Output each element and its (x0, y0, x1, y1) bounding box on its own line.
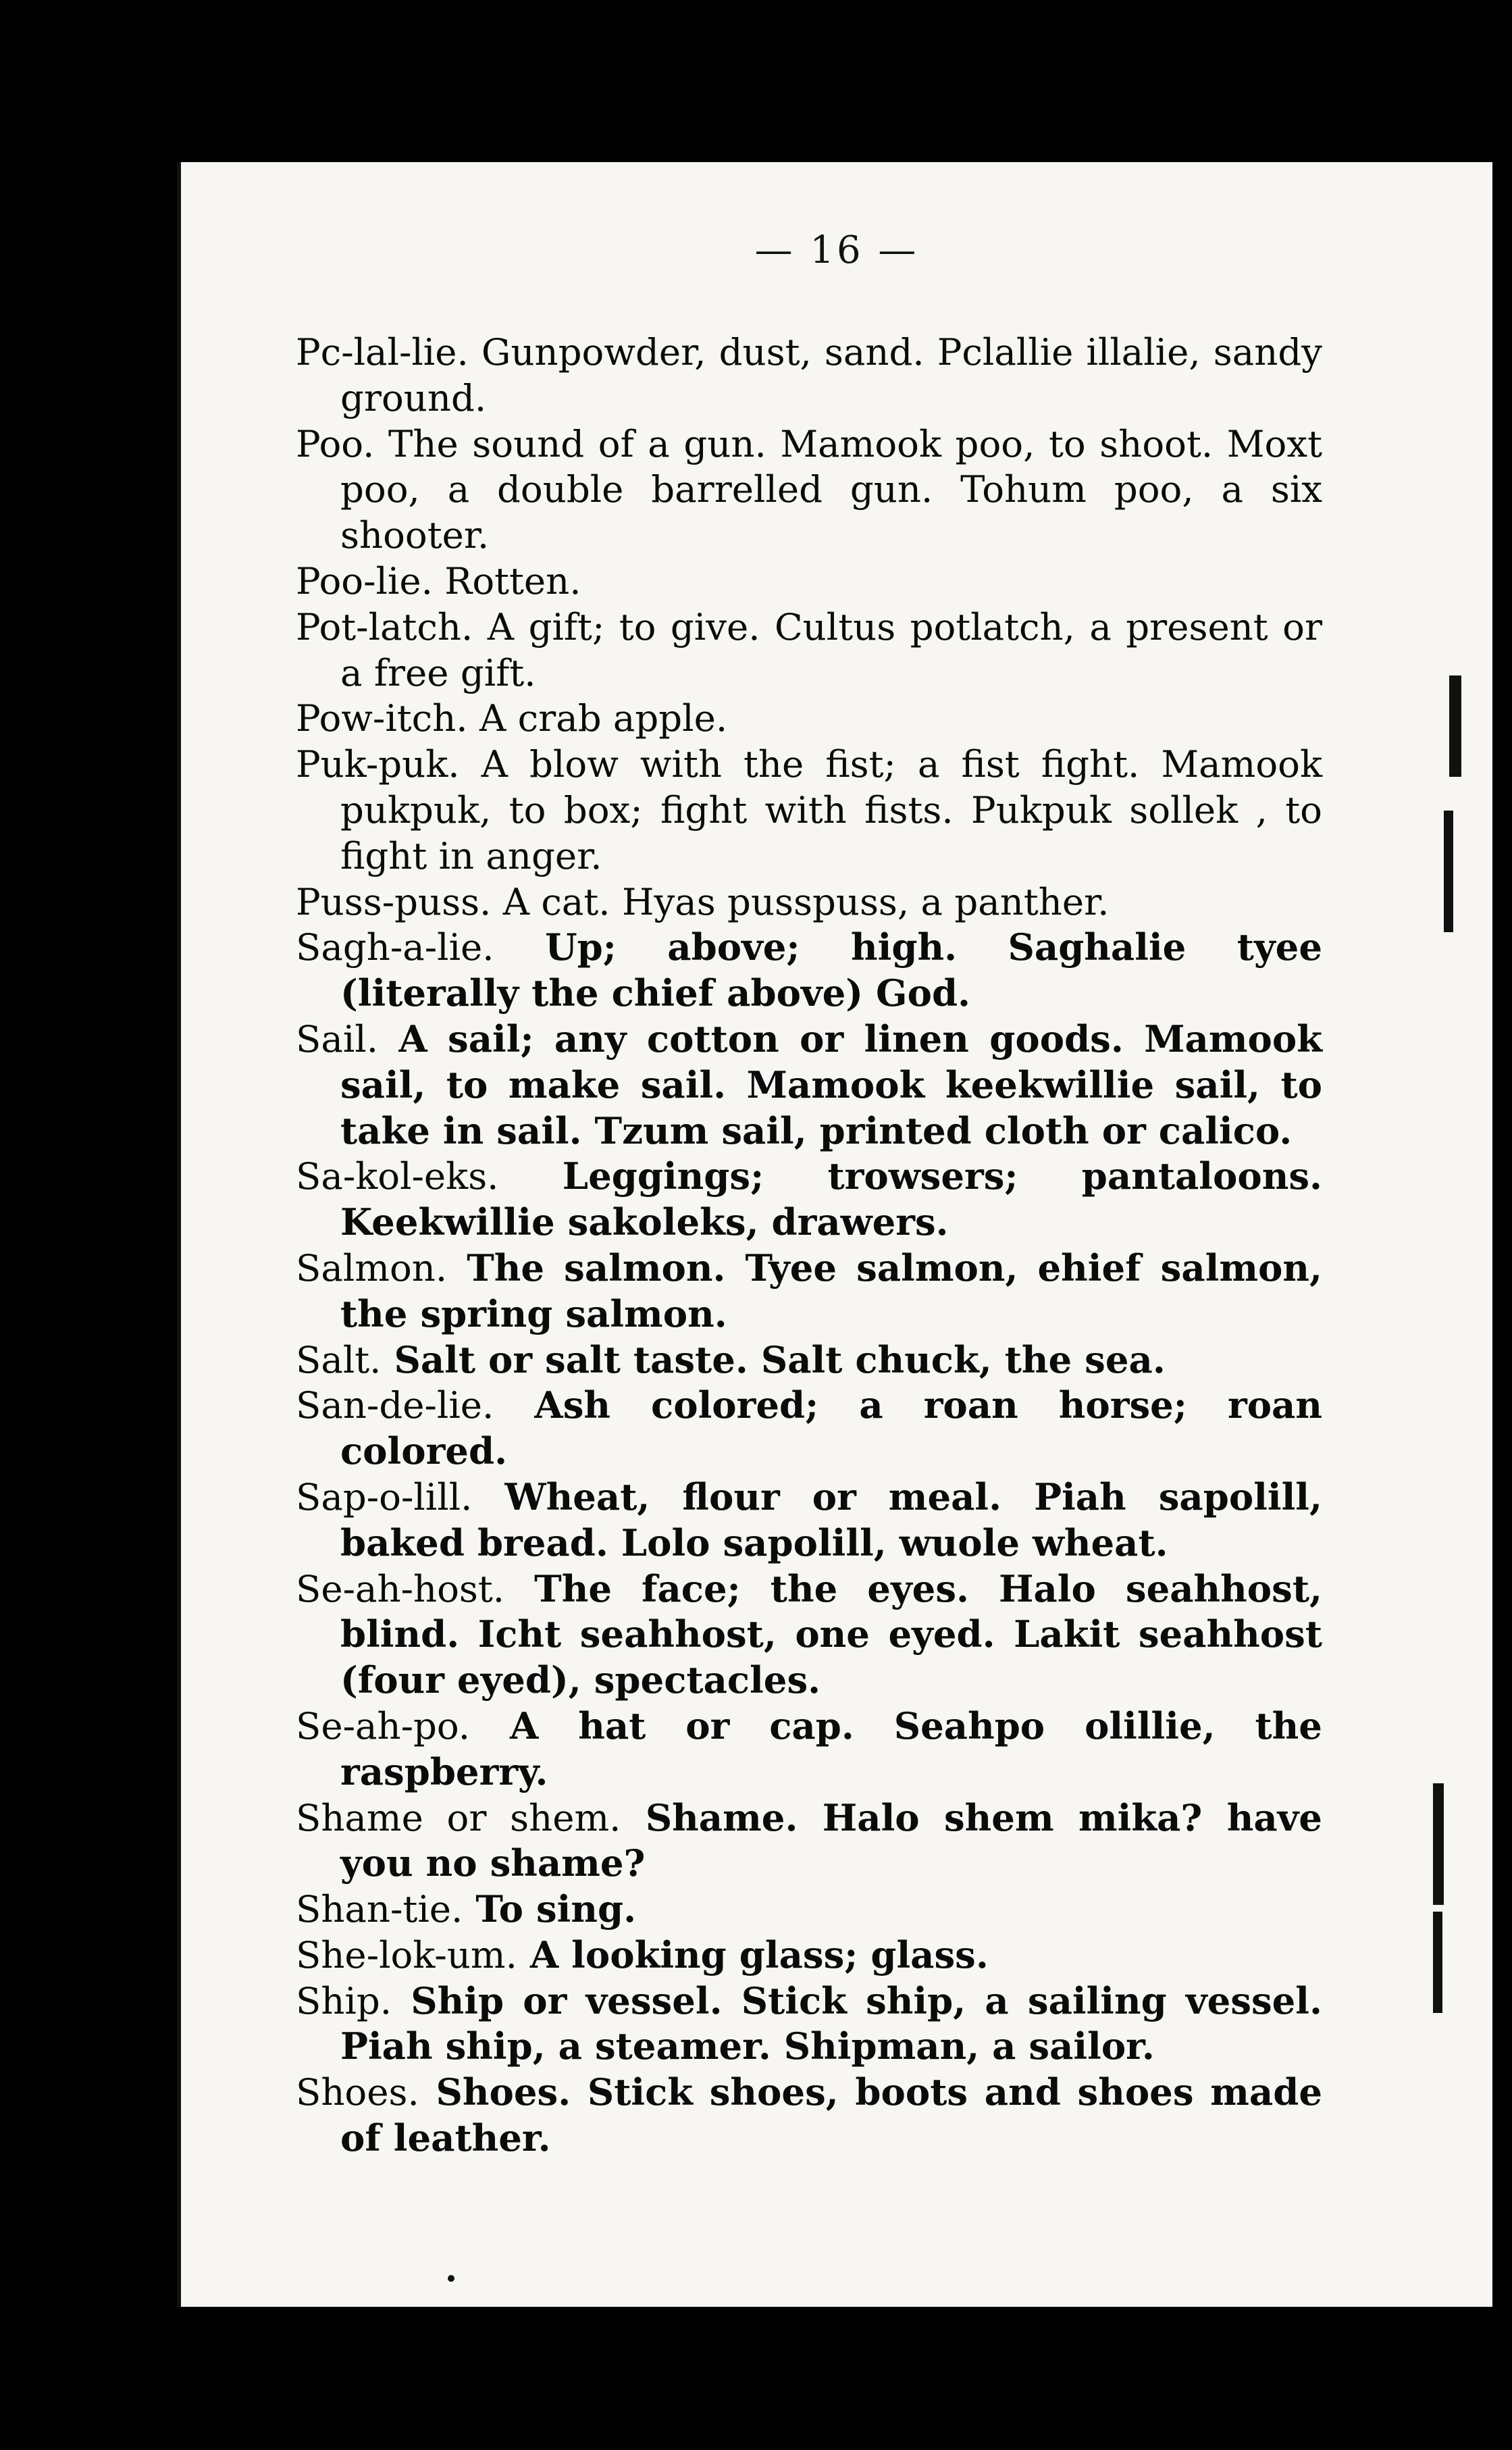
entry-headword: San-de-lie. (296, 1383, 494, 1427)
dictionary-entry (296, 696, 1322, 742)
entry-definition: A crab apple. (479, 696, 728, 740)
entry-definition: Ash colored; a roan horse; roan colored. (340, 1383, 1322, 1473)
entry-headword: Ship. (296, 1979, 392, 2022)
bold-print-section (296, 925, 1322, 2162)
entry-definition: Shoes. Stick shoes, boots and shoes made of leather. (340, 2070, 1322, 2160)
dictionary-entry (296, 1337, 1322, 1383)
scan-edge-mark (1449, 675, 1461, 777)
entry-definition: The sound of a gun. Mamook poo, to shoot. Moxt poo, a double barrelled gun. Tohum poo, a six shooter. (340, 422, 1322, 557)
entry-headword: Shame or shem. (296, 1795, 621, 1839)
entry-headword: Sail. (296, 1017, 379, 1061)
dictionary-entry (296, 2070, 1322, 2162)
dictionary-entry (296, 1887, 1322, 1933)
entry-definition: Ship or vessel. Stick ship, a sailing vessel. Piah ship, a steamer. Shipman, a sailor. (340, 1979, 1322, 2068)
entry-headword: Salt. (296, 1337, 382, 1381)
entry-definition: A sail; any cotton or linen goods. Mamook sail, to make sail. Mamook keekwillie sail, to take in sail. Tzum sail, printed cloth or calico. (340, 1017, 1322, 1152)
dictionary-entries (296, 330, 1322, 2162)
entry-definition: A hat or cap. Seahpo olillie, the raspberry. (340, 1704, 1322, 1793)
page-number: — 16 — (754, 228, 919, 272)
entry-definition: Gunpowder, dust, sand. Pclallie illalie, sandy ground. (340, 330, 1323, 419)
entry-headword: Sa-kol-eks. (296, 1154, 499, 1198)
entry-definition: Leggings; trowsers; pantaloons. Keekwillie sakoleks, drawers. (340, 1154, 1322, 1244)
dictionary-entry (296, 559, 1322, 605)
book-page (177, 162, 1492, 2307)
entry-headword: Puss-puss. (296, 879, 492, 923)
entry-headword: Salmon. (296, 1246, 448, 1290)
entry-headword: Pot-latch. (296, 605, 473, 648)
entry-headword: Se-ah-po. (296, 1704, 471, 1747)
dictionary-entry (296, 1704, 1322, 1795)
entry-headword: Shoes. (296, 2070, 419, 2114)
dictionary-entry (296, 742, 1322, 879)
entry-definition: Rotten. (444, 559, 581, 603)
entry-headword: Pc-lal-lie. (296, 330, 469, 374)
dictionary-entry (296, 422, 1322, 559)
entry-definition: Shame. Halo shem mika? have you no shame? (340, 1795, 1322, 1885)
entry-definition: The face; the eyes. Halo seahhost, blind. Icht seahhost, one eyed. Lakit seahhost (four eyed), spectacles. (340, 1566, 1322, 1702)
entry-headword: Poo. (296, 422, 375, 465)
dictionary-entry (296, 330, 1322, 422)
entry-headword: Pow-itch. (296, 696, 468, 740)
entry-headword: Se-ah-host. (296, 1566, 505, 1610)
dictionary-entry (296, 1017, 1322, 1154)
dictionary-entry (296, 1795, 1322, 1887)
dictionary-entry (296, 605, 1322, 696)
scan-edge-mark (1433, 1912, 1442, 2013)
dictionary-entry (296, 1154, 1322, 1246)
dictionary-entry (296, 1383, 1322, 1475)
scan-edge-mark (1433, 1783, 1444, 1905)
dictionary-entry (296, 925, 1322, 1017)
entry-headword: Sagh-a-lie. (296, 925, 494, 969)
entry-definition: Wheat, flour or meal. Piah sapolill, baked bread. Lolo sapolill, wuole wheat. (340, 1475, 1322, 1564)
entry-definition: A looking glass; glass. (529, 1933, 989, 1976)
dictionary-entry (296, 1475, 1322, 1566)
entry-headword: Poo-lie. (296, 559, 433, 603)
ink-speck (448, 2275, 454, 2282)
scan-edge-mark (1444, 811, 1453, 932)
entry-headword: She-lok-um. (296, 1933, 517, 1976)
dictionary-entry (296, 1566, 1322, 1704)
dictionary-entry (296, 1979, 1322, 2070)
entry-definition: A blow with the fist; a fist fight. Mamook pukpuk, to box; fight with fists. Pukpuk sollek , to fight in anger. (340, 742, 1322, 877)
dictionary-entry (296, 879, 1322, 925)
entry-definition: To sing. (475, 1887, 637, 1931)
entry-headword: Shan-tie. (296, 1887, 463, 1931)
entry-definition: A cat. Hyas pusspuss, a panther. (502, 879, 1110, 923)
entry-definition: The salmon. Tyee salmon, ehief salmon, the spring salmon. (340, 1246, 1322, 1335)
entry-headword: Puk-puk. (296, 742, 460, 786)
entry-definition: Up; above; high. Saghalie tyee (literally the chief above) God. (340, 925, 1322, 1015)
entry-definition: Salt or salt taste. Salt chuck, the sea. (394, 1337, 1166, 1381)
dictionary-entry (296, 1933, 1322, 1979)
entry-definition: A gift; to give. Cultus potlatch, a present or a free gift. (340, 605, 1322, 694)
entry-headword: Sap-o-lill. (296, 1475, 473, 1519)
dictionary-entry (296, 1246, 1322, 1337)
